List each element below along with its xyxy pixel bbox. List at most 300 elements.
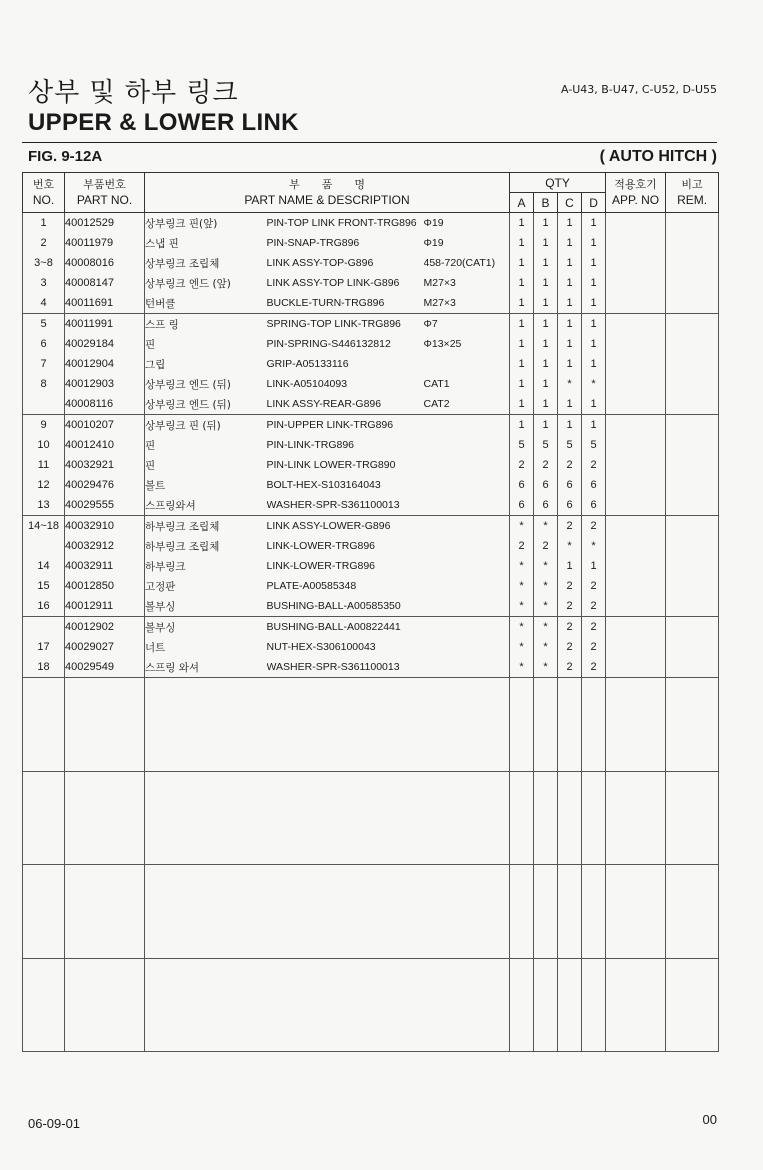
row-qty-a: 1 bbox=[510, 253, 534, 273]
row-qty-a: * bbox=[510, 556, 534, 576]
empty-cell bbox=[424, 771, 510, 865]
row-name-korean: 상부링크 핀 (뒤) bbox=[145, 415, 267, 436]
row-qty-d: 1 bbox=[582, 354, 606, 374]
row-description: BOLT-HEX-S103164043 bbox=[266, 479, 381, 491]
row-number: 3~8 bbox=[23, 253, 65, 273]
row-number: 14~18 bbox=[23, 516, 65, 537]
row-spec: Φ13×25 bbox=[424, 334, 510, 354]
row-part-number: 40032912 bbox=[65, 536, 145, 556]
table-row bbox=[23, 293, 719, 314]
row-qty-c: 6 bbox=[558, 495, 582, 516]
empty-row-block bbox=[23, 958, 719, 1052]
header-qty-b: B bbox=[534, 193, 558, 213]
row-qty-a: 1 bbox=[510, 334, 534, 354]
header-qty: QTY bbox=[510, 173, 606, 193]
header-app-no: 적용호기 APP. NO bbox=[606, 173, 666, 213]
table-row bbox=[23, 576, 719, 596]
row-qty-c: 2 bbox=[558, 596, 582, 617]
row-name-korean: 핀 bbox=[145, 435, 267, 455]
table-row bbox=[23, 536, 719, 556]
row-app-no bbox=[606, 233, 666, 253]
row-app-no bbox=[606, 415, 666, 436]
row-number: 16 bbox=[23, 596, 65, 617]
row-qty-d: 1 bbox=[582, 273, 606, 293]
row-qty-d: * bbox=[582, 536, 606, 556]
table-row bbox=[23, 596, 719, 617]
row-remarks bbox=[666, 374, 719, 394]
row-qty-d: * bbox=[582, 374, 606, 394]
row-app-no bbox=[606, 495, 666, 516]
row-description: BUSHING-BALL-A00585350 bbox=[266, 600, 401, 612]
row-part-number: 40010207 bbox=[65, 415, 145, 436]
row-description: PIN-TOP LINK FRONT-TRG896 bbox=[267, 213, 424, 234]
row-description: LINK ASSY-TOP LINK-G896 bbox=[266, 277, 400, 289]
row-remarks bbox=[666, 354, 719, 374]
row-qty-a: 2 bbox=[510, 536, 534, 556]
row-qty-a: * bbox=[510, 637, 534, 657]
table-row bbox=[23, 415, 719, 436]
row-qty-d: 2 bbox=[582, 596, 606, 617]
row-number: 10 bbox=[23, 435, 65, 455]
row-remarks bbox=[666, 253, 719, 273]
row-description: LINK ASSY-REAR-G896 bbox=[266, 398, 382, 410]
parts-table bbox=[22, 172, 719, 1052]
row-spec bbox=[424, 657, 510, 678]
row-qty-b: 5 bbox=[534, 435, 558, 455]
row-qty-c: 1 bbox=[558, 334, 582, 354]
table-row bbox=[23, 495, 719, 516]
table-row bbox=[23, 617, 719, 638]
figure-number: FIG. 9-12A bbox=[28, 148, 103, 165]
table-row bbox=[23, 273, 719, 293]
table-row bbox=[23, 334, 719, 354]
row-qty-a: 1 bbox=[510, 354, 534, 374]
row-part-number: 40012902 bbox=[65, 617, 145, 638]
row-number: 2 bbox=[23, 233, 65, 253]
row-spec bbox=[424, 576, 510, 596]
row-app-no bbox=[606, 374, 666, 394]
row-spec bbox=[424, 596, 510, 617]
row-app-no bbox=[606, 213, 666, 234]
row-qty-a: 1 bbox=[510, 213, 534, 234]
row-spec bbox=[424, 475, 510, 495]
row-app-no bbox=[606, 657, 666, 678]
empty-cell bbox=[510, 865, 534, 959]
row-part-number: 40011691 bbox=[65, 293, 145, 314]
row-part-number: 40011991 bbox=[65, 314, 145, 335]
empty-cell bbox=[534, 678, 558, 772]
table-row bbox=[23, 374, 719, 394]
row-name-korean: 핀 bbox=[145, 334, 267, 354]
table-row bbox=[23, 233, 719, 253]
row-number: 12 bbox=[23, 475, 65, 495]
row-name-korean: 너트 bbox=[145, 637, 267, 657]
row-description: BUSHING-BALL-A00822441 bbox=[267, 617, 424, 638]
row-description: SPRING-TOP LINK-TRG896 bbox=[267, 314, 424, 335]
empty-cell bbox=[558, 958, 582, 1052]
empty-cell bbox=[582, 958, 606, 1052]
row-description: BUCKLE-TURN-TRG896 bbox=[266, 297, 385, 309]
row-number: 13 bbox=[23, 495, 65, 516]
row-number: 17 bbox=[23, 637, 65, 657]
row-description: WASHER-SPR-S361100013 bbox=[266, 499, 400, 511]
row-app-no bbox=[606, 354, 666, 374]
row-qty-b: 1 bbox=[534, 233, 558, 253]
row-qty-b: 1 bbox=[534, 334, 558, 354]
row-app-no bbox=[606, 516, 666, 537]
row-description: LINK-A05104093 bbox=[266, 378, 348, 390]
empty-cell bbox=[666, 958, 719, 1052]
row-description: PIN-LINK LOWER-TRG890 bbox=[266, 459, 396, 471]
row-qty-a: 1 bbox=[510, 374, 534, 394]
empty-cell bbox=[23, 958, 65, 1052]
row-name-korean: 고정판 bbox=[145, 576, 267, 596]
empty-cell bbox=[666, 865, 719, 959]
empty-cell bbox=[558, 865, 582, 959]
row-qty-d: 2 bbox=[582, 617, 606, 638]
header-qty-c: C bbox=[558, 193, 582, 213]
row-number: 8 bbox=[23, 374, 65, 394]
row-remarks bbox=[666, 637, 719, 657]
row-number: 5 bbox=[23, 314, 65, 335]
row-qty-d: 2 bbox=[582, 576, 606, 596]
empty-cell bbox=[666, 678, 719, 772]
table-row bbox=[23, 455, 719, 475]
row-qty-b: 6 bbox=[534, 475, 558, 495]
row-part-number: 40029549 bbox=[65, 657, 145, 678]
row-name-korean: 볼트 bbox=[145, 475, 267, 495]
empty-cell bbox=[23, 865, 65, 959]
empty-cell bbox=[666, 771, 719, 865]
empty-cell bbox=[606, 771, 666, 865]
row-spec bbox=[424, 516, 510, 537]
row-qty-b: 1 bbox=[534, 415, 558, 436]
empty-cell bbox=[424, 865, 510, 959]
row-part-number: 40012850 bbox=[65, 576, 145, 596]
row-qty-c: 2 bbox=[558, 516, 582, 537]
empty-cell bbox=[510, 958, 534, 1052]
empty-cell bbox=[65, 771, 145, 865]
row-remarks bbox=[666, 536, 719, 556]
empty-cell bbox=[582, 865, 606, 959]
row-qty-a: * bbox=[510, 576, 534, 596]
empty-cell bbox=[424, 678, 510, 772]
empty-cell bbox=[558, 771, 582, 865]
row-description: PIN-SNAP-TRG896 bbox=[266, 237, 360, 249]
row-name-korean: 상부링크 엔드 (앞) bbox=[145, 273, 267, 293]
row-qty-a: 1 bbox=[510, 415, 534, 436]
row-qty-c: * bbox=[558, 374, 582, 394]
row-qty-d: 1 bbox=[582, 314, 606, 335]
row-spec: 458-720(CAT1) bbox=[424, 253, 510, 273]
empty-cell bbox=[558, 678, 582, 772]
empty-cell bbox=[267, 865, 424, 959]
row-spec bbox=[424, 455, 510, 475]
empty-cell bbox=[23, 678, 65, 772]
row-qty-b: 1 bbox=[534, 354, 558, 374]
row-qty-d: 1 bbox=[582, 334, 606, 354]
row-description: PIN-LINK-TRG896 bbox=[266, 439, 355, 451]
row-remarks bbox=[666, 213, 719, 234]
row-app-no bbox=[606, 455, 666, 475]
row-app-no bbox=[606, 435, 666, 455]
row-qty-c: 1 bbox=[558, 213, 582, 234]
row-description: NUT-HEX-S306100043 bbox=[266, 641, 376, 653]
row-remarks bbox=[666, 273, 719, 293]
empty-row-block bbox=[23, 678, 719, 772]
row-name-korean: 하부링크 조립체 bbox=[145, 536, 267, 556]
row-number bbox=[23, 394, 65, 415]
header-part-no: 부품번호 PART NO. bbox=[65, 173, 145, 213]
row-qty-b: 2 bbox=[534, 536, 558, 556]
row-qty-d: 1 bbox=[582, 394, 606, 415]
table-row bbox=[23, 213, 719, 234]
table-row bbox=[23, 637, 719, 657]
header-no: 번호 NO. bbox=[23, 173, 65, 213]
row-qty-b: 2 bbox=[534, 455, 558, 475]
row-remarks bbox=[666, 495, 719, 516]
row-qty-d: 2 bbox=[582, 516, 606, 537]
row-part-number: 40032910 bbox=[65, 516, 145, 537]
row-number: 14 bbox=[23, 556, 65, 576]
row-qty-b: * bbox=[534, 617, 558, 638]
row-qty-c: 2 bbox=[558, 657, 582, 678]
row-spec: M27×3 bbox=[424, 293, 510, 314]
row-part-number: 40032921 bbox=[65, 455, 145, 475]
row-qty-b: 1 bbox=[534, 374, 558, 394]
row-app-no bbox=[606, 576, 666, 596]
row-qty-c: 1 bbox=[558, 233, 582, 253]
row-qty-c: 1 bbox=[558, 415, 582, 436]
row-name-korean: 하부링크 bbox=[145, 556, 267, 576]
row-description: PIN-SPRING-S446132812 bbox=[266, 338, 391, 350]
row-qty-b: * bbox=[534, 637, 558, 657]
row-name-korean: 스프링 와셔 bbox=[145, 657, 267, 678]
row-name-korean: 상부링크 핀(앞) bbox=[145, 213, 267, 234]
row-spec bbox=[424, 415, 510, 436]
row-part-number: 40029184 bbox=[65, 334, 145, 354]
row-app-no bbox=[606, 253, 666, 273]
row-remarks bbox=[666, 314, 719, 335]
table-row bbox=[23, 314, 719, 335]
row-number: 7 bbox=[23, 354, 65, 374]
row-name-korean: 볼부싱 bbox=[145, 617, 267, 638]
row-qty-c: 2 bbox=[558, 617, 582, 638]
row-number: 9 bbox=[23, 415, 65, 436]
row-spec: Φ19 bbox=[424, 213, 510, 234]
row-qty-c: 1 bbox=[558, 273, 582, 293]
table-row bbox=[23, 556, 719, 576]
variant-label: ( AUTO HITCH ) bbox=[599, 148, 717, 165]
row-description: PIN-UPPER LINK-TRG896 bbox=[267, 415, 424, 436]
row-spec bbox=[424, 354, 510, 374]
row-part-number: 40029555 bbox=[65, 495, 145, 516]
row-name-korean: 상부링크 엔드 (뒤) bbox=[145, 374, 267, 394]
row-number: 1 bbox=[23, 213, 65, 234]
page-title-korean: 상부 및 하부 링크 bbox=[28, 78, 239, 108]
row-qty-d: 1 bbox=[582, 213, 606, 234]
empty-cell bbox=[65, 865, 145, 959]
row-spec bbox=[424, 637, 510, 657]
row-app-no bbox=[606, 617, 666, 638]
row-qty-c: 2 bbox=[558, 455, 582, 475]
row-qty-b: * bbox=[534, 556, 558, 576]
row-description: WASHER-SPR-S361100013 bbox=[266, 661, 400, 673]
page-title-english: UPPER & LOWER LINK bbox=[28, 109, 299, 136]
row-qty-d: 6 bbox=[582, 475, 606, 495]
empty-row-block bbox=[23, 771, 719, 865]
empty-cell bbox=[510, 771, 534, 865]
row-qty-a: 1 bbox=[510, 233, 534, 253]
empty-cell bbox=[145, 771, 267, 865]
row-remarks bbox=[666, 556, 719, 576]
empty-cell bbox=[65, 958, 145, 1052]
row-part-number: 40012911 bbox=[65, 596, 145, 617]
row-number: 6 bbox=[23, 334, 65, 354]
table-row bbox=[23, 435, 719, 455]
model-list: A-U43, B-U47, C-U52, D-U55 bbox=[560, 83, 717, 96]
row-app-no bbox=[606, 394, 666, 415]
row-qty-b: 1 bbox=[534, 314, 558, 335]
row-qty-a: 5 bbox=[510, 435, 534, 455]
row-qty-b: * bbox=[534, 576, 558, 596]
row-remarks bbox=[666, 596, 719, 617]
row-part-number: 40032911 bbox=[65, 556, 145, 576]
row-description: LINK ASSY-TOP-G896 bbox=[266, 257, 374, 269]
row-number bbox=[23, 617, 65, 638]
row-qty-d: 5 bbox=[582, 435, 606, 455]
row-part-number: 40008016 bbox=[65, 253, 145, 273]
empty-row-block bbox=[23, 865, 719, 959]
row-spec: Φ19 bbox=[424, 233, 510, 253]
row-description: PLATE-A00585348 bbox=[266, 580, 357, 592]
row-remarks bbox=[666, 475, 719, 495]
row-app-no bbox=[606, 596, 666, 617]
row-qty-b: * bbox=[534, 516, 558, 537]
row-remarks bbox=[666, 455, 719, 475]
row-qty-b: 1 bbox=[534, 394, 558, 415]
empty-cell bbox=[606, 958, 666, 1052]
row-spec bbox=[424, 495, 510, 516]
row-qty-a: 1 bbox=[510, 394, 534, 415]
row-spec: Φ7 bbox=[424, 314, 510, 335]
empty-cell bbox=[582, 771, 606, 865]
row-remarks bbox=[666, 293, 719, 314]
empty-cell bbox=[582, 678, 606, 772]
row-name-korean: 스냅 핀 bbox=[145, 233, 267, 253]
row-description: LINK-LOWER-TRG896 bbox=[266, 540, 376, 552]
row-qty-d: 2 bbox=[582, 455, 606, 475]
row-qty-a: * bbox=[510, 516, 534, 537]
row-app-no bbox=[606, 293, 666, 314]
row-description: LINK ASSY-LOWER-G896 bbox=[267, 516, 424, 537]
row-qty-a: 2 bbox=[510, 455, 534, 475]
row-part-number: 40012904 bbox=[65, 354, 145, 374]
row-remarks bbox=[666, 334, 719, 354]
table-row bbox=[23, 475, 719, 495]
row-part-number: 40012529 bbox=[65, 213, 145, 234]
row-qty-d: 1 bbox=[582, 293, 606, 314]
row-qty-d: 1 bbox=[582, 233, 606, 253]
row-name-korean: 턴버클 bbox=[145, 293, 267, 314]
empty-cell bbox=[145, 958, 267, 1052]
row-qty-c: 5 bbox=[558, 435, 582, 455]
empty-cell bbox=[534, 865, 558, 959]
row-qty-c: 1 bbox=[558, 394, 582, 415]
empty-cell bbox=[267, 958, 424, 1052]
row-app-no bbox=[606, 314, 666, 335]
revision-date: 06-09-01 bbox=[28, 1116, 81, 1131]
empty-cell bbox=[267, 771, 424, 865]
empty-cell bbox=[534, 958, 558, 1052]
row-remarks bbox=[666, 233, 719, 253]
row-qty-d: 2 bbox=[582, 637, 606, 657]
row-qty-b: 6 bbox=[534, 495, 558, 516]
row-name-korean: 스프 링 bbox=[145, 314, 267, 335]
row-app-no bbox=[606, 334, 666, 354]
empty-cell bbox=[606, 865, 666, 959]
row-part-number: 40029027 bbox=[65, 637, 145, 657]
row-qty-a: 6 bbox=[510, 475, 534, 495]
row-number: 15 bbox=[23, 576, 65, 596]
row-qty-c: * bbox=[558, 536, 582, 556]
row-description: LINK-LOWER-TRG896 bbox=[266, 560, 376, 572]
header-qty-a: A bbox=[510, 193, 534, 213]
header-part-name: 부 품 명 PART NAME & DESCRIPTION bbox=[145, 173, 510, 213]
row-qty-a: 6 bbox=[510, 495, 534, 516]
row-app-no bbox=[606, 475, 666, 495]
row-spec bbox=[424, 617, 510, 638]
row-qty-a: * bbox=[510, 596, 534, 617]
parts-table-body bbox=[23, 213, 719, 1052]
row-part-number: 40011979 bbox=[65, 233, 145, 253]
header-remarks: 비고 REM. bbox=[666, 173, 719, 213]
row-qty-d: 1 bbox=[582, 556, 606, 576]
row-app-no bbox=[606, 556, 666, 576]
row-spec bbox=[424, 556, 510, 576]
row-spec bbox=[424, 536, 510, 556]
row-remarks bbox=[666, 657, 719, 678]
row-remarks bbox=[666, 576, 719, 596]
empty-cell bbox=[510, 678, 534, 772]
row-qty-c: 1 bbox=[558, 556, 582, 576]
row-number: 3 bbox=[23, 273, 65, 293]
row-qty-c: 1 bbox=[558, 293, 582, 314]
empty-cell bbox=[65, 678, 145, 772]
row-app-no bbox=[606, 273, 666, 293]
row-qty-a: * bbox=[510, 657, 534, 678]
row-part-number: 40012903 bbox=[65, 374, 145, 394]
row-name-korean: 스프링와셔 bbox=[145, 495, 267, 516]
row-name-korean: 볼부싱 bbox=[145, 596, 267, 617]
row-qty-b: * bbox=[534, 657, 558, 678]
empty-cell bbox=[145, 678, 267, 772]
row-spec: CAT2 bbox=[424, 394, 510, 415]
row-qty-c: 1 bbox=[558, 354, 582, 374]
row-qty-b: * bbox=[534, 596, 558, 617]
row-qty-d: 1 bbox=[582, 253, 606, 273]
row-part-number: 40008147 bbox=[65, 273, 145, 293]
row-part-number: 40008116 bbox=[65, 394, 145, 415]
row-remarks bbox=[666, 394, 719, 415]
row-number: 11 bbox=[23, 455, 65, 475]
row-spec: M27×3 bbox=[424, 273, 510, 293]
row-qty-d: 2 bbox=[582, 657, 606, 678]
row-qty-c: 1 bbox=[558, 253, 582, 273]
row-qty-a: 1 bbox=[510, 314, 534, 335]
empty-cell bbox=[534, 771, 558, 865]
empty-cell bbox=[267, 678, 424, 772]
